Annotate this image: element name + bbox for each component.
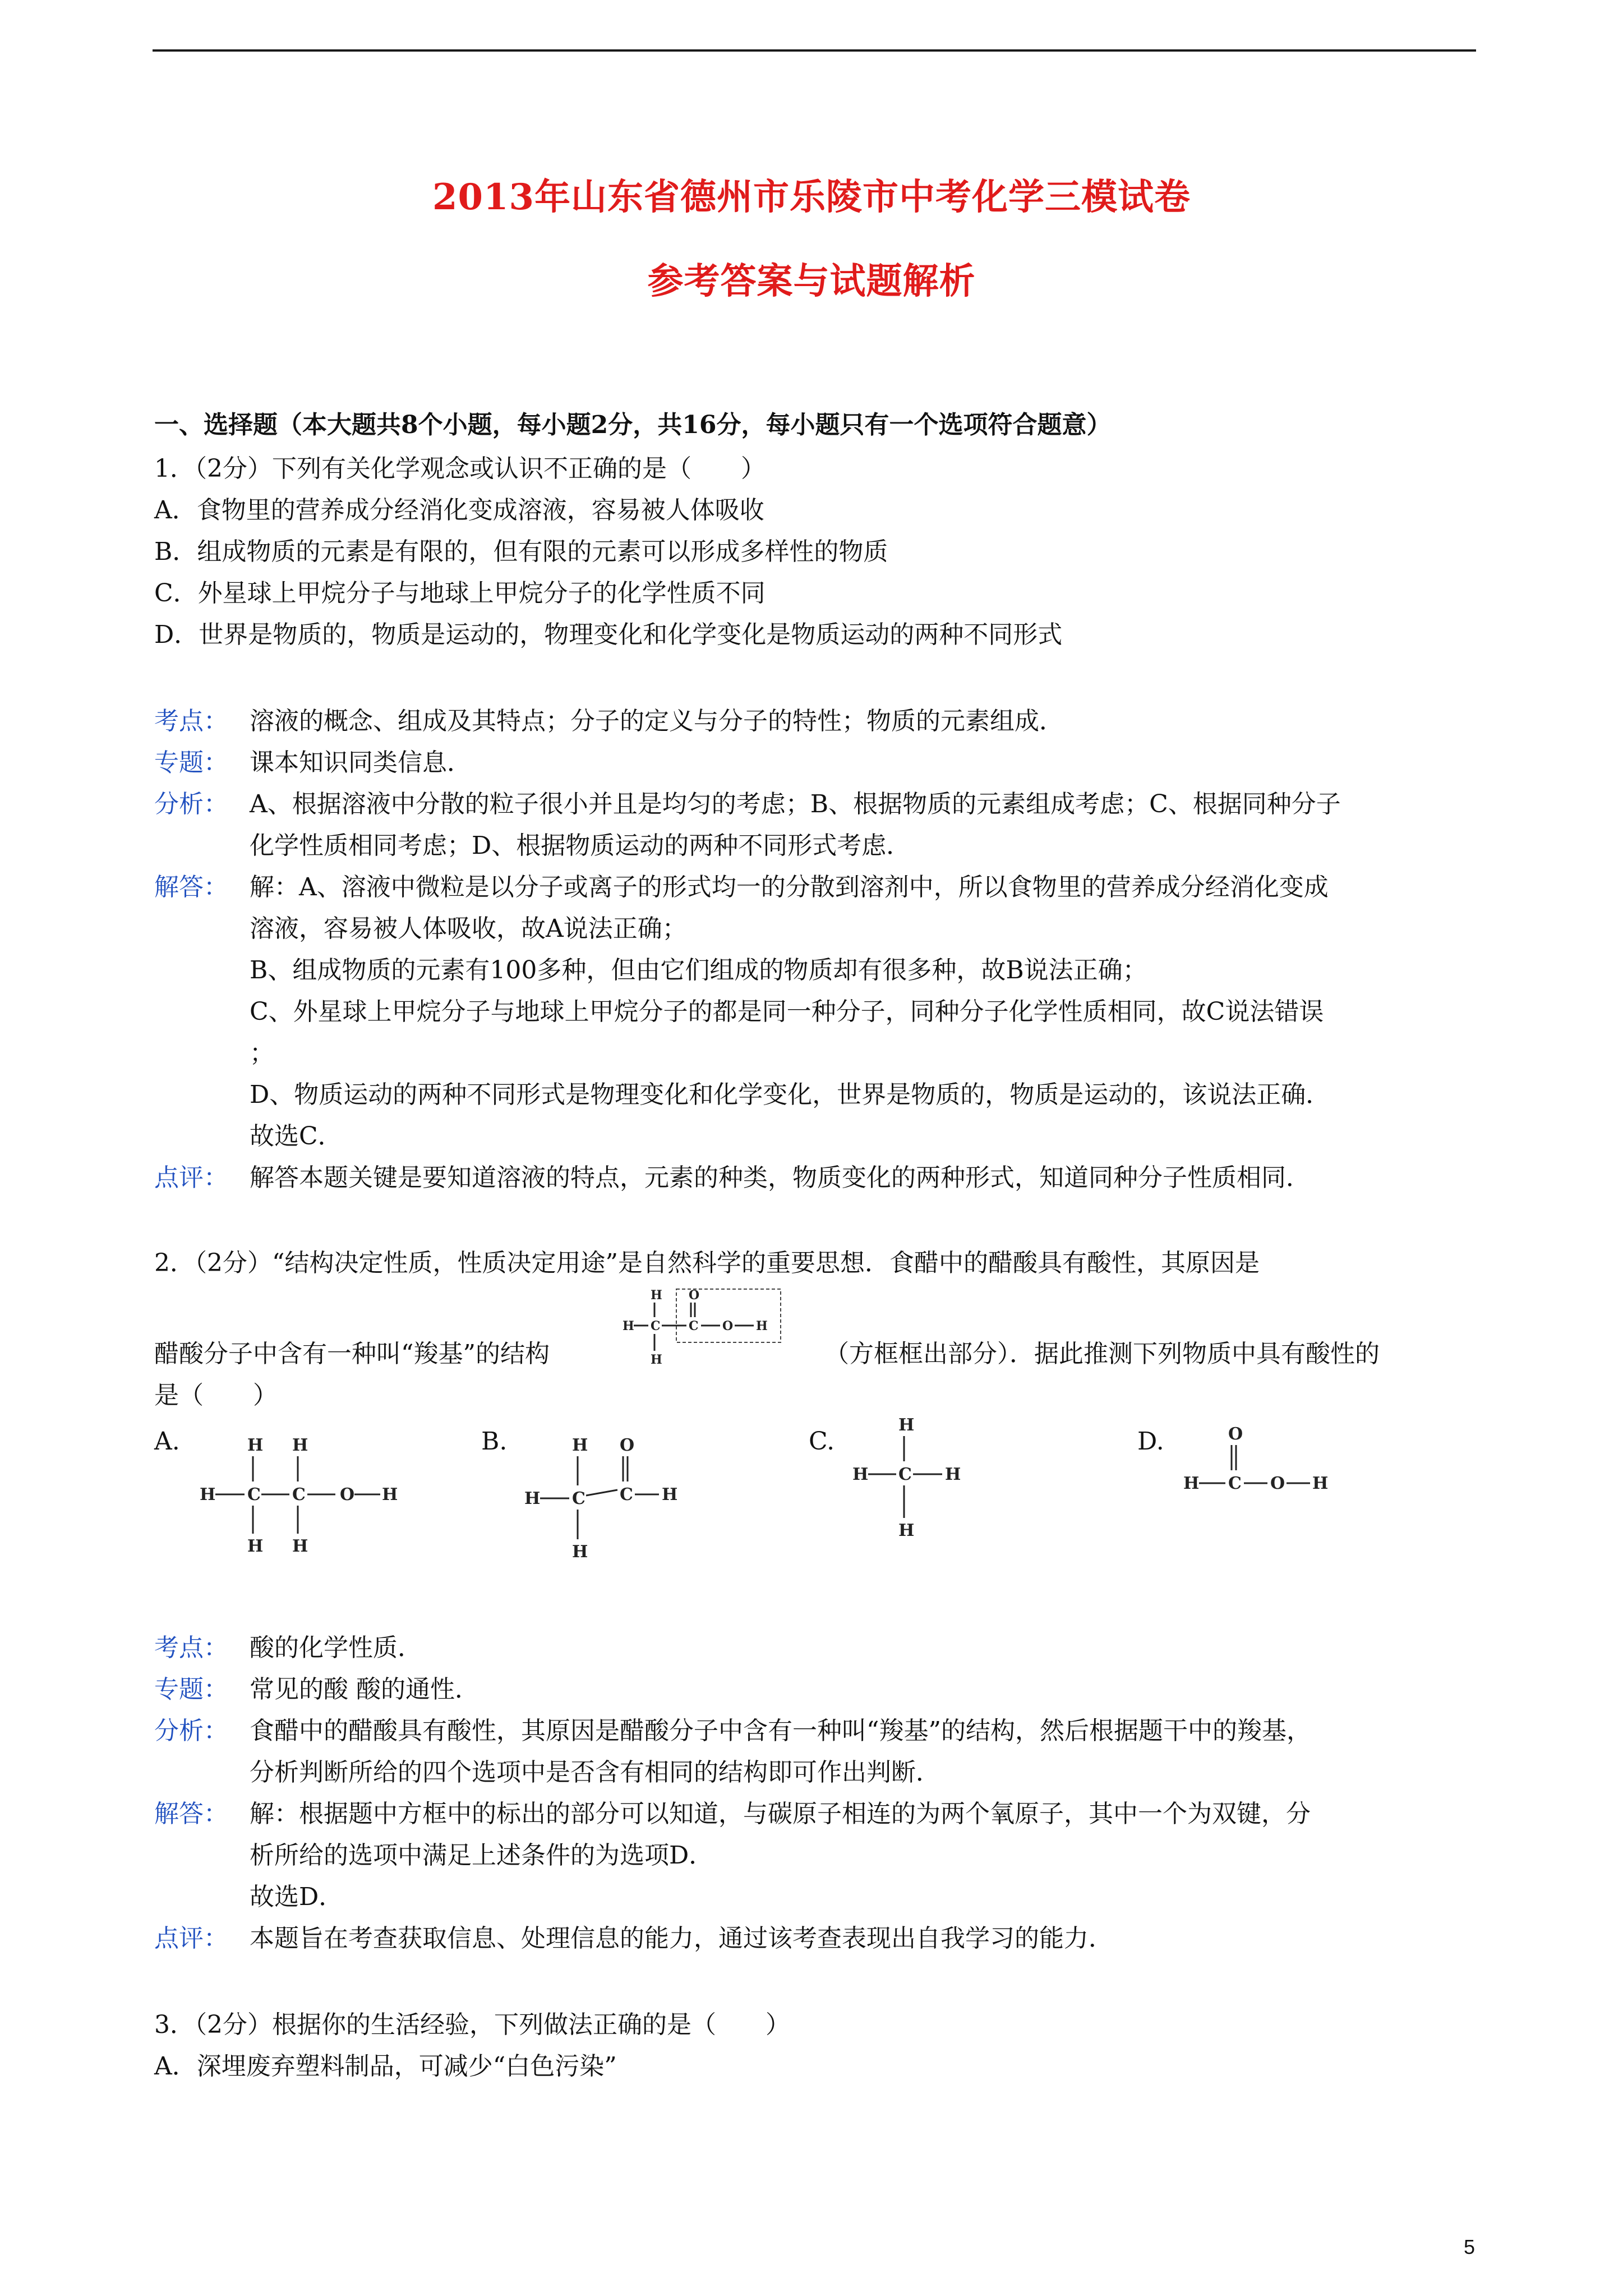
svg-text:H: H — [200, 1485, 216, 1504]
q1-dianping-label: 点评： — [154, 1163, 228, 1192]
q1-jieda-line: B、组成物质的元素有100多种，但由它们组成的物质却有很多种，故B说法正确； — [250, 956, 1147, 984]
svg-text:H: H — [651, 1288, 662, 1303]
q1-jieda-line: 解：A、溶液中微粒是以分子或离子的形式均一的分散到溶剂中，所以食物里的营养成分经消化变成 — [250, 873, 1329, 901]
q1-dianping: 解答本题关键是要知道溶液的特点，元素的种类，物质变化的两种形式，知道同种分子性质相同． — [250, 1163, 1311, 1192]
q2-option-c-letter: C. — [809, 1427, 835, 1456]
formic-acid-structure-figure — [1183, 1423, 1335, 1501]
q1-jieda-line: ； — [250, 1039, 274, 1068]
svg-text:C: C — [247, 1485, 261, 1504]
svg-text:H: H — [898, 1415, 915, 1435]
svg-text:O: O — [620, 1435, 635, 1455]
svg-text:H: H — [572, 1435, 588, 1455]
q2-dianping-label: 点评： — [154, 1924, 228, 1953]
svg-text:H: H — [852, 1465, 869, 1484]
q2-kaodian: 酸的化学性质． — [250, 1634, 422, 1662]
q2-option-a-letter: A. — [154, 1427, 180, 1456]
svg-text:H: H — [898, 1521, 915, 1540]
q2-jieda-label: 解答： — [154, 1800, 228, 1828]
svg-text:H: H — [247, 1435, 264, 1455]
document-title: 2013年山东省德州市乐陵市中考化学三模试卷 — [432, 176, 1191, 218]
svg-text:H: H — [292, 1435, 308, 1455]
ethanol-structure-figure — [200, 1434, 413, 1568]
q2-jieda-line: 故选D． — [250, 1883, 344, 1911]
svg-text:C: C — [689, 1319, 699, 1333]
q1-fenxi-line: 化学性质相同考虑；D、根据物质运动的两种不同形式考虑． — [250, 831, 911, 860]
q2-zhuanti: 常见的酸 酸的通性． — [250, 1675, 479, 1704]
q3-stem: 3．（2分）根据你的生活经验，下列做法正确的是（ ） — [154, 2010, 790, 2039]
page-number: 5 — [1464, 2235, 1476, 2258]
svg-text:H: H — [1312, 1474, 1329, 1493]
q1-fenxi-label: 分析： — [154, 790, 228, 818]
document-subtitle: 参考答案与试题解析 — [647, 260, 976, 302]
svg-text:C: C — [1228, 1474, 1242, 1493]
q2-kaodian-label: 考点： — [154, 1634, 228, 1662]
q1-jieda-label: 解答： — [154, 873, 228, 901]
q2-jieda-line: 析所给的选项中满足上述条件的为选项D． — [250, 1841, 714, 1870]
svg-text:C: C — [898, 1465, 912, 1484]
q2-fenxi-label: 分析： — [154, 1717, 228, 1745]
q1-option-d: D．世界是物质的，物质是运动的，物理变化和化学变化是物质运动的两种不同形式 — [154, 620, 1063, 649]
q1-zhuanti-label: 专题： — [154, 748, 228, 777]
q1-jieda-line: 溶液，容易被人体吸收，故A说法正确； — [250, 914, 687, 943]
q3-option-a: A．深埋废弃塑料制品，可减少“白色污染” — [154, 2052, 617, 2081]
q2-stem-line1: 2．（2分）“结构决定性质，性质决定用途”是自然科学的重要思想．食醋中的醋酸具有酸性，其原因是 — [154, 1249, 1260, 1277]
q1-zhuanti: 课本知识同类信息． — [250, 748, 472, 777]
svg-text:H: H — [292, 1536, 308, 1556]
svg-text:C: C — [292, 1485, 306, 1504]
svg-text:H: H — [945, 1465, 961, 1484]
q2-dianping: 本题旨在考查获取信息、处理信息的能力，通过该考查表现出自我学习的能力． — [250, 1924, 1113, 1953]
section-heading: 一、选择题（本大题共8个小题，每小题2分，共16分，每小题只有一个选项符合题意） — [154, 411, 1112, 439]
svg-text:O: O — [1228, 1424, 1243, 1444]
header-rule — [153, 49, 1476, 52]
q1-jieda-line: C、外星球上甲烷分子与地球上甲烷分子的都是同一种分子，同种分子化学性质相同，故C说法错误 — [250, 997, 1324, 1026]
svg-text:H: H — [524, 1489, 541, 1508]
q2-stem-line2b: （方框框出部分）．据此推测下列物质中具有酸性的 — [824, 1340, 1380, 1368]
q2-option-b-letter: B. — [481, 1427, 508, 1456]
svg-text:H: H — [247, 1536, 264, 1556]
q2-stem-line2a: 醋酸分子中含有一种叫“羧基”的结构 — [154, 1340, 550, 1368]
q1-option-a: A．食物里的营养成分经消化变成溶液，容易被人体吸收 — [154, 496, 764, 524]
q2-stem-line3: 是（ ） — [154, 1381, 278, 1410]
acetaldehyde-structure-figure — [524, 1434, 687, 1568]
svg-text:O: O — [722, 1319, 734, 1333]
q1-kaodian-label: 考点： — [154, 707, 228, 735]
svg-text:O: O — [1270, 1474, 1285, 1493]
svg-text:O: O — [689, 1288, 700, 1303]
q1-fenxi-line: A、根据溶液中分散的粒子很小并且是均匀的考虑；B、根据物质的元素组成考虑；C、根据同种分子 — [250, 790, 1341, 818]
svg-text:H: H — [1183, 1474, 1200, 1493]
q1-jieda-line: 故选C． — [250, 1122, 343, 1151]
svg-text:C: C — [651, 1319, 661, 1333]
q2-fenxi-line: 食醋中的醋酸具有酸性，其原因是醋酸分子中含有一种叫“羧基”的结构，然后根据题干中的羧基， — [250, 1717, 1311, 1745]
svg-text:H: H — [382, 1485, 398, 1504]
q1-option-b: B．组成物质的元素是有限的，但有限的元素可以形成多样性的物质 — [154, 537, 888, 566]
q2-jieda-line: 解：根据题中方框中的标出的部分可以知道，与碳原子相连的为两个氧原子，其中一个为双键，分 — [250, 1800, 1311, 1828]
q2-option-d-letter: D. — [1137, 1427, 1164, 1456]
svg-text:H: H — [756, 1319, 768, 1333]
svg-text:H: H — [662, 1485, 678, 1504]
q1-stem: 1．（2分）下列有关化学观念或认识不正确的是（ ） — [154, 454, 766, 483]
svg-text:C: C — [620, 1485, 633, 1504]
q1-kaodian: 溶液的概念、组成及其特点；分子的定义与分子的特性；物质的元素组成． — [250, 707, 1064, 735]
svg-text:O: O — [340, 1485, 355, 1504]
q2-zhuanti-label: 专题： — [154, 1675, 228, 1704]
carboxyl-structure-figure — [621, 1288, 784, 1372]
q1-jieda-line: D、物质运动的两种不同形式是物理变化和化学变化，世界是物质的，物质是运动的，该说法正确． — [250, 1080, 1331, 1109]
svg-text:H: H — [623, 1319, 634, 1333]
svg-text:C: C — [572, 1489, 585, 1508]
methane-structure-figure — [852, 1414, 970, 1554]
q2-fenxi-line: 分析判断所给的四个选项中是否含有相同的结构即可作出判断． — [250, 1758, 940, 1787]
q1-option-c: C．外星球上甲烷分子与地球上甲烷分子的化学性质不同 — [154, 579, 766, 608]
svg-text:H: H — [572, 1542, 588, 1562]
svg-text:H: H — [651, 1352, 662, 1367]
